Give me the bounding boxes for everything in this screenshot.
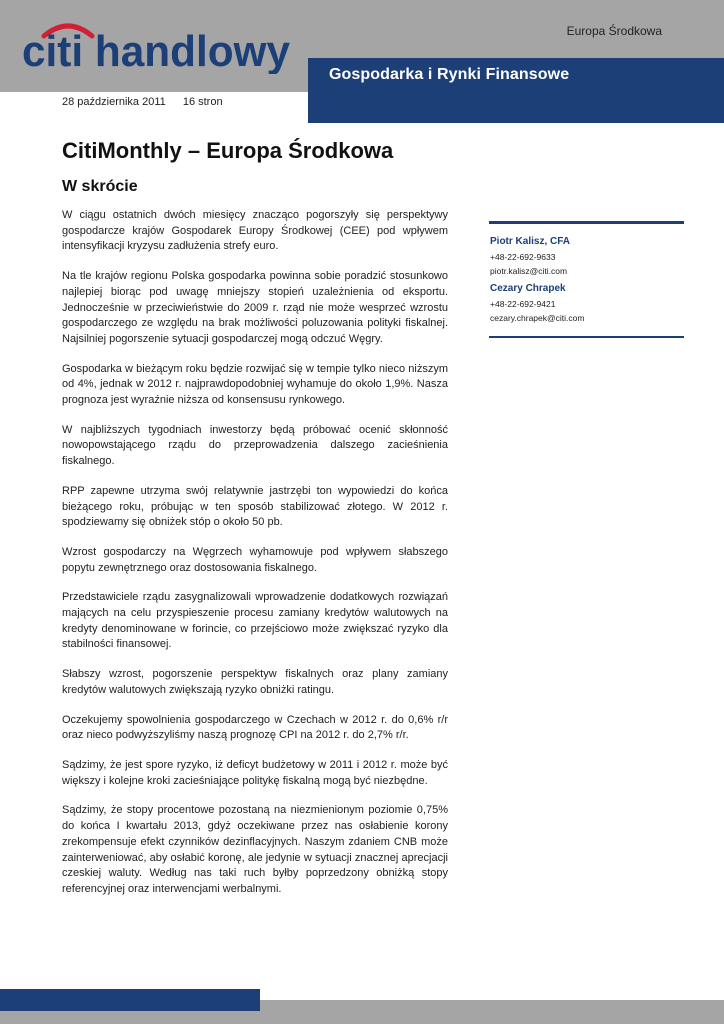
paragraph: Sądzimy, że stopy procentowe pozostaną na niezmienionym poziomie 0,75% do końca I kwartału 2013, gdyż oczekiwane przez nas osłabienie korony zrekompensuje efekt czynników dezinflacyjnych. Naszym zdaniem CNB może zainterweniować, aby osłabić koronę, ale jedynie w sytuacji znacznej aprecjacji czeskiej waluty. Według nas taki ruch byłby poprzedzony obniżką stopy referencyjnej oraz interwencjami werbalnymi. (62, 804, 448, 895)
paragraph: W ciągu ostatnich dwóch miesięcy znacząco pogorszyły się perspektywy gospodarcze krajów Gospodarek Europy Środkowej (CEE) pod wpływem intensyfikacji kryzysu zadłużenia strefy euro. (62, 209, 448, 253)
citi-handlowy-logo (22, 12, 294, 74)
section-title: Gospodarka i Rynki Finansowe (329, 66, 570, 83)
contact-name: Piotr Kalisz, CFA (490, 236, 571, 247)
paragraph: W najbliższych tygodniach inwestorzy będą próbować ocenić skłonność nowopowstającego rządu do przeprowadzenia dalszego zacieśnienia fiskalnego. (62, 423, 448, 468)
paragraph: RPP zapewne utrzyma swój relatywnie jastrzębi ton wypowiedzi do końca bieżącego roku, próbując w ten sposób stabilizować złotego. W 2012 r. spodziewamy się obniżek stóp o około 50 pb. (62, 484, 448, 529)
footer-accent (0, 989, 260, 1011)
paragraph: Sądzimy, że jest spore ryzyko, iż deficyt budżetowy w 2011 i 2012 r. może być większy i kolejne kroki zacieśniające politykę fiskalną mogą być niezbędne. (62, 758, 448, 787)
contact-phone: +48-22-692-9633 (490, 252, 556, 262)
contact-email[interactable]: piotr.kalisz@citi.com (490, 266, 568, 276)
paragraph: Gospodarka w bieżącym roku będzie rozwijać się w tempie tylko nieco niższym od 4%, jednak w 2012 r. najprawdopodobniej wyhamuje do około 1,9%. Nasza prognoza jest wyraźnie niższa od konsensusu rynkowego. (62, 362, 448, 407)
page-count: 16 stron (182, 96, 223, 108)
contact-card (490, 283, 584, 325)
analyst-contacts (489, 221, 684, 338)
contact-phone: +48-22-692-9421 (490, 299, 556, 309)
contact-card (490, 236, 570, 278)
paragraph: Słabszy wzrost, pogorszenie perspektyw fiskalnych oraz plany zamiany kredytów walutowych zwiększają ryzyko obniżki ratingu. (62, 668, 448, 696)
publication-meta (62, 96, 223, 108)
logo-text: citi handlowy (22, 27, 291, 74)
publication-date: 28 października 2011 (62, 96, 166, 108)
paragraph: Oczekujemy spowolnienia gospodarczego w Czechach w 2012 r. do 0,6% r/r oraz nieco podwyższyliśmy naszą prognozę CPI na 2012 r. do 2,7% r/r. (62, 713, 448, 742)
paragraph: Przedstawiciele rządu zasygnalizowali wprowadzenie dodatkowych rozwiązań mających na celu przyspieszenie procesu zamiany kredytów walutowych na kredyty denominowane w forincie, co przejściowo może zwiększać ryzyko dla stabilności finansowej. (62, 591, 448, 651)
contact-email[interactable]: cezary.chrapek@citi.com (490, 313, 585, 323)
region-label: Europa Środkowa (566, 24, 662, 38)
section-band (308, 58, 724, 123)
summary-body (62, 208, 448, 912)
document-title: CitiMonthly – Europa Środkowa (62, 138, 394, 163)
section-heading: W skrócie (62, 178, 138, 195)
paragraph: Na tle krajów regionu Polska gospodarka powinna sobie poradzić stosunkowo najlepiej biorąc pod uwagę mniejszy stopień uzależnienia od eksportu. Jednocześnie w przeciwieństwie do 2009 r. rząd nie może wesprzeć wzrostu gospodarczego ze względu na brak możliwości poluzowania polityki fiskalnej. Najsilniej pogorszenie sytuacji gospodarczej mogą odczuć Węgry. (62, 270, 448, 345)
paragraph: Wzrost gospodarczy na Węgrzech wyhamowuje pod wpływem słabszego popytu zewnętrznego oraz dostosowania fiskalnego. (62, 545, 448, 574)
contact-name: Cezary Chrapek (490, 283, 566, 294)
